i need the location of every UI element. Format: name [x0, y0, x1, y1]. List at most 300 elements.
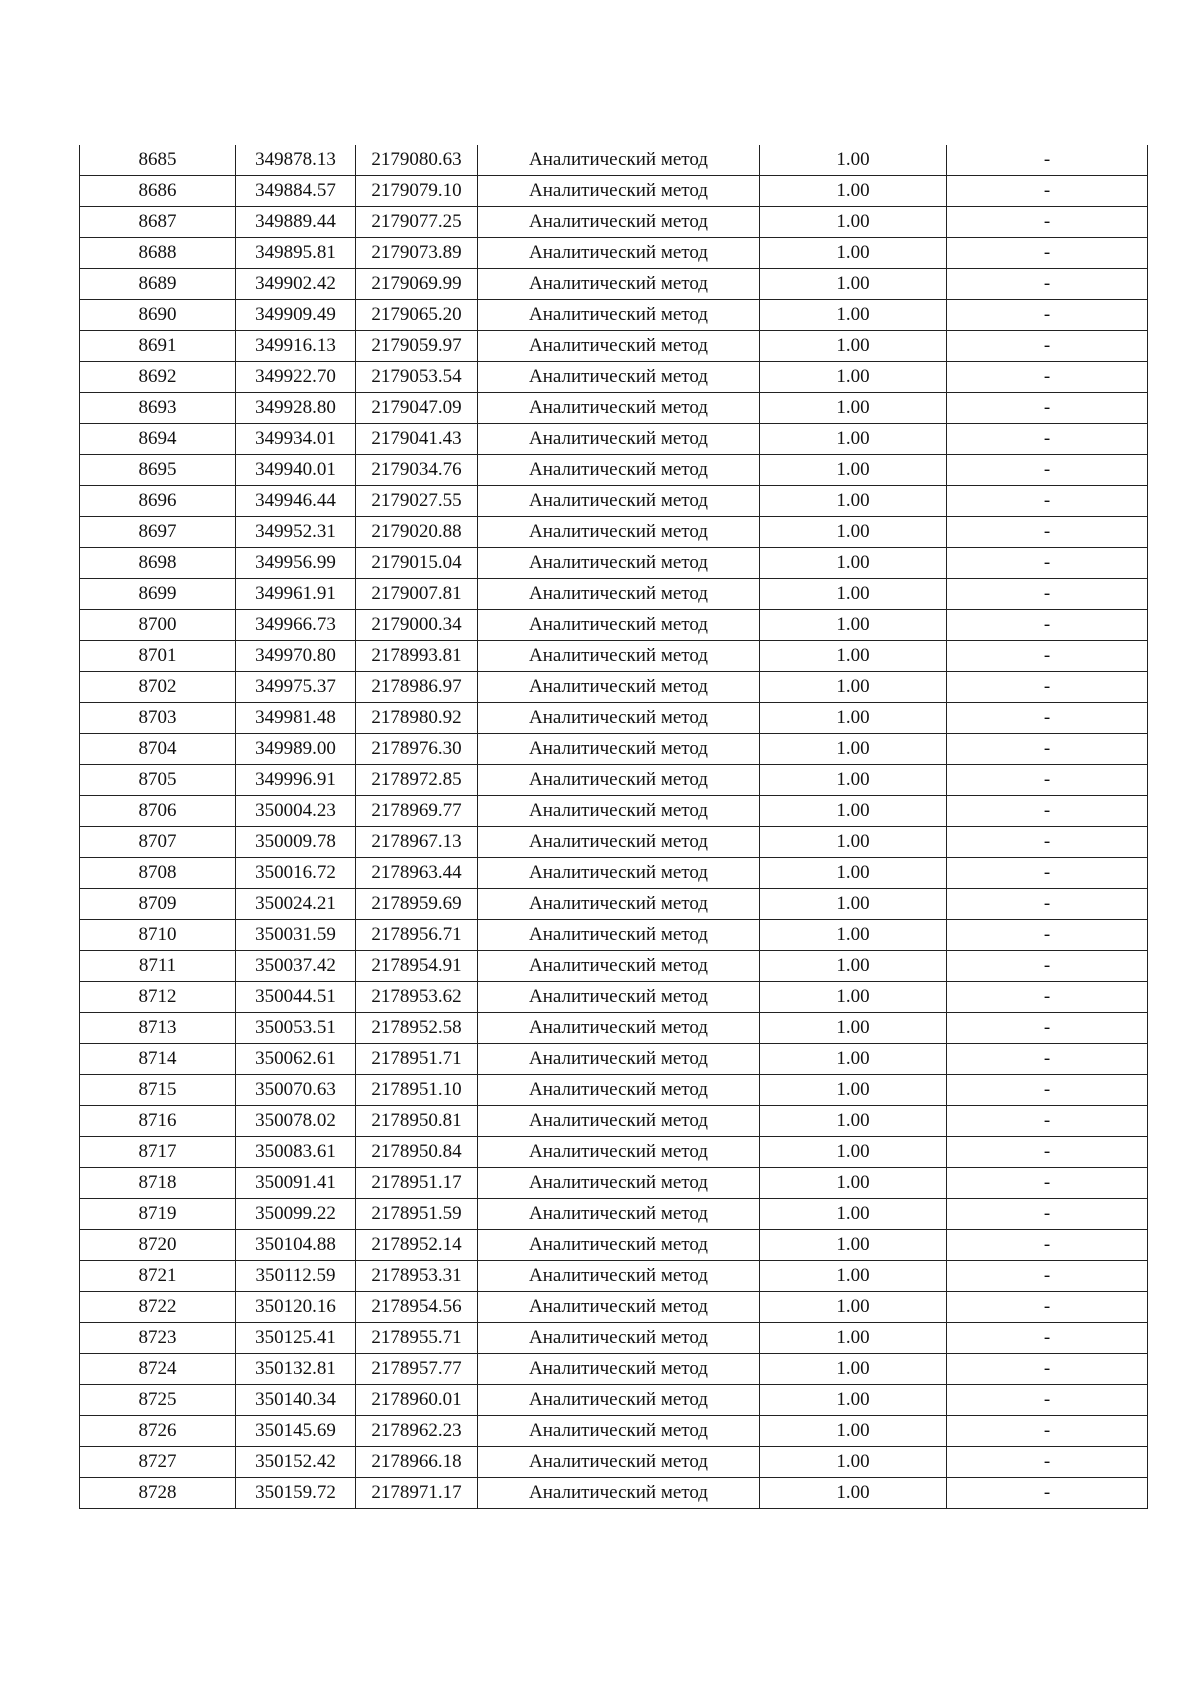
accuracy-cell: 1.00 [760, 827, 947, 858]
accuracy-cell: 1.00 [760, 951, 947, 982]
x-coordinate-cell: 350024.21 [236, 889, 356, 920]
method-cell: Аналитический метод [478, 1137, 760, 1168]
table-row [80, 331, 1148, 362]
x-coordinate-cell: 350152.42 [236, 1447, 356, 1478]
point-number-cell: 8710 [80, 920, 236, 951]
x-coordinate-cell: 349946.44 [236, 486, 356, 517]
table-row [80, 703, 1148, 734]
x-coordinate-cell: 350078.02 [236, 1106, 356, 1137]
x-coordinate-cell: 350091.41 [236, 1168, 356, 1199]
point-number-cell: 8714 [80, 1044, 236, 1075]
x-coordinate-cell: 350132.81 [236, 1354, 356, 1385]
point-number-cell: 8689 [80, 269, 236, 300]
y-coordinate-cell: 2178951.59 [356, 1199, 478, 1230]
note-cell: - [947, 1292, 1148, 1323]
point-number-cell: 8712 [80, 982, 236, 1013]
note-cell: - [947, 145, 1148, 176]
x-coordinate-cell: 349889.44 [236, 207, 356, 238]
table-row [80, 734, 1148, 765]
table-row [80, 300, 1148, 331]
accuracy-cell: 1.00 [760, 1354, 947, 1385]
note-cell: - [947, 734, 1148, 765]
method-cell: Аналитический метод [478, 331, 760, 362]
point-number-cell: 8695 [80, 455, 236, 486]
y-coordinate-cell: 2178956.71 [356, 920, 478, 951]
point-number-cell: 8728 [80, 1478, 236, 1509]
note-cell: - [947, 393, 1148, 424]
x-coordinate-cell: 350053.51 [236, 1013, 356, 1044]
x-coordinate-cell: 349934.01 [236, 424, 356, 455]
y-coordinate-cell: 2178950.84 [356, 1137, 478, 1168]
method-cell: Аналитический метод [478, 1478, 760, 1509]
x-coordinate-cell: 349970.80 [236, 641, 356, 672]
accuracy-cell: 1.00 [760, 796, 947, 827]
accuracy-cell: 1.00 [760, 1447, 947, 1478]
y-coordinate-cell: 2178952.14 [356, 1230, 478, 1261]
table-row [80, 362, 1148, 393]
point-number-cell: 8696 [80, 486, 236, 517]
method-cell: Аналитический метод [478, 672, 760, 703]
table-row [80, 1323, 1148, 1354]
accuracy-cell: 1.00 [760, 1044, 947, 1075]
accuracy-cell: 1.00 [760, 176, 947, 207]
y-coordinate-cell: 2178962.23 [356, 1416, 478, 1447]
x-coordinate-cell: 350044.51 [236, 982, 356, 1013]
accuracy-cell: 1.00 [760, 269, 947, 300]
x-coordinate-cell: 349961.91 [236, 579, 356, 610]
y-coordinate-cell: 2179027.55 [356, 486, 478, 517]
point-number-cell: 8691 [80, 331, 236, 362]
method-cell: Аналитический метод [478, 920, 760, 951]
accuracy-cell: 1.00 [760, 858, 947, 889]
accuracy-cell: 1.00 [760, 548, 947, 579]
note-cell: - [947, 641, 1148, 672]
y-coordinate-cell: 2178963.44 [356, 858, 478, 889]
x-coordinate-cell: 349878.13 [236, 145, 356, 176]
x-coordinate-cell: 349909.49 [236, 300, 356, 331]
x-coordinate-cell: 349895.81 [236, 238, 356, 269]
point-number-cell: 8698 [80, 548, 236, 579]
x-coordinate-cell: 350125.41 [236, 1323, 356, 1354]
method-cell: Аналитический метод [478, 1075, 760, 1106]
accuracy-cell: 1.00 [760, 145, 947, 176]
note-cell: - [947, 982, 1148, 1013]
note-cell: - [947, 1478, 1148, 1509]
table-row [80, 1292, 1148, 1323]
method-cell: Аналитический метод [478, 1447, 760, 1478]
table-row [80, 1137, 1148, 1168]
y-coordinate-cell: 2178993.81 [356, 641, 478, 672]
accuracy-cell: 1.00 [760, 207, 947, 238]
accuracy-cell: 1.00 [760, 486, 947, 517]
method-cell: Аналитический метод [478, 1199, 760, 1230]
method-cell: Аналитический метод [478, 1261, 760, 1292]
y-coordinate-cell: 2179000.34 [356, 610, 478, 641]
method-cell: Аналитический метод [478, 703, 760, 734]
x-coordinate-cell: 350159.72 [236, 1478, 356, 1509]
note-cell: - [947, 920, 1148, 951]
method-cell: Аналитический метод [478, 982, 760, 1013]
note-cell: - [947, 455, 1148, 486]
y-coordinate-cell: 2179080.63 [356, 145, 478, 176]
y-coordinate-cell: 2179079.10 [356, 176, 478, 207]
point-number-cell: 8704 [80, 734, 236, 765]
table-row [80, 1447, 1148, 1478]
method-cell: Аналитический метод [478, 300, 760, 331]
x-coordinate-cell: 349975.37 [236, 672, 356, 703]
table-row [80, 765, 1148, 796]
accuracy-cell: 1.00 [760, 1230, 947, 1261]
table-row [80, 796, 1148, 827]
table-row [80, 207, 1148, 238]
y-coordinate-cell: 2178976.30 [356, 734, 478, 765]
note-cell: - [947, 207, 1148, 238]
note-cell: - [947, 331, 1148, 362]
x-coordinate-cell: 350009.78 [236, 827, 356, 858]
point-number-cell: 8690 [80, 300, 236, 331]
accuracy-cell: 1.00 [760, 982, 947, 1013]
x-coordinate-cell: 350112.59 [236, 1261, 356, 1292]
note-cell: - [947, 579, 1148, 610]
table-row [80, 1478, 1148, 1509]
method-cell: Аналитический метод [478, 1013, 760, 1044]
note-cell: - [947, 176, 1148, 207]
accuracy-cell: 1.00 [760, 393, 947, 424]
table-row [80, 672, 1148, 703]
y-coordinate-cell: 2178957.77 [356, 1354, 478, 1385]
accuracy-cell: 1.00 [760, 1292, 947, 1323]
y-coordinate-cell: 2178954.91 [356, 951, 478, 982]
table-row [80, 889, 1148, 920]
y-coordinate-cell: 2178967.13 [356, 827, 478, 858]
x-coordinate-cell: 350016.72 [236, 858, 356, 889]
accuracy-cell: 1.00 [760, 610, 947, 641]
note-cell: - [947, 1230, 1148, 1261]
y-coordinate-cell: 2178952.58 [356, 1013, 478, 1044]
note-cell: - [947, 424, 1148, 455]
method-cell: Аналитический метод [478, 765, 760, 796]
point-number-cell: 8688 [80, 238, 236, 269]
method-cell: Аналитический метод [478, 269, 760, 300]
y-coordinate-cell: 2179007.81 [356, 579, 478, 610]
note-cell: - [947, 1044, 1148, 1075]
method-cell: Аналитический метод [478, 1106, 760, 1137]
method-cell: Аналитический метод [478, 486, 760, 517]
note-cell: - [947, 1354, 1148, 1385]
y-coordinate-cell: 2179053.54 [356, 362, 478, 393]
x-coordinate-cell: 349996.91 [236, 765, 356, 796]
table-row [80, 920, 1148, 951]
method-cell: Аналитический метод [478, 1168, 760, 1199]
point-number-cell: 8708 [80, 858, 236, 889]
x-coordinate-cell: 350099.22 [236, 1199, 356, 1230]
accuracy-cell: 1.00 [760, 1106, 947, 1137]
note-cell: - [947, 703, 1148, 734]
point-number-cell: 8719 [80, 1199, 236, 1230]
point-number-cell: 8720 [80, 1230, 236, 1261]
note-cell: - [947, 362, 1148, 393]
method-cell: Аналитический метод [478, 207, 760, 238]
x-coordinate-cell: 349884.57 [236, 176, 356, 207]
method-cell: Аналитический метод [478, 1230, 760, 1261]
method-cell: Аналитический метод [478, 951, 760, 982]
y-coordinate-cell: 2178951.17 [356, 1168, 478, 1199]
table-row [80, 517, 1148, 548]
y-coordinate-cell: 2179034.76 [356, 455, 478, 486]
point-number-cell: 8717 [80, 1137, 236, 1168]
note-cell: - [947, 858, 1148, 889]
x-coordinate-cell: 349916.13 [236, 331, 356, 362]
method-cell: Аналитический метод [478, 1385, 760, 1416]
note-cell: - [947, 1385, 1148, 1416]
table-row [80, 827, 1148, 858]
note-cell: - [947, 672, 1148, 703]
note-cell: - [947, 1075, 1148, 1106]
note-cell: - [947, 1416, 1148, 1447]
method-cell: Аналитический метод [478, 1292, 760, 1323]
note-cell: - [947, 610, 1148, 641]
x-coordinate-cell: 349981.48 [236, 703, 356, 734]
point-number-cell: 8687 [80, 207, 236, 238]
method-cell: Аналитический метод [478, 424, 760, 455]
accuracy-cell: 1.00 [760, 300, 947, 331]
accuracy-cell: 1.00 [760, 1137, 947, 1168]
note-cell: - [947, 486, 1148, 517]
accuracy-cell: 1.00 [760, 889, 947, 920]
note-cell: - [947, 548, 1148, 579]
x-coordinate-cell: 349989.00 [236, 734, 356, 765]
table-row [80, 641, 1148, 672]
y-coordinate-cell: 2178969.77 [356, 796, 478, 827]
accuracy-cell: 1.00 [760, 1168, 947, 1199]
table-row [80, 145, 1148, 176]
y-coordinate-cell: 2179020.88 [356, 517, 478, 548]
y-coordinate-cell: 2179073.89 [356, 238, 478, 269]
method-cell: Аналитический метод [478, 362, 760, 393]
y-coordinate-cell: 2178951.71 [356, 1044, 478, 1075]
point-number-cell: 8705 [80, 765, 236, 796]
y-coordinate-cell: 2178971.17 [356, 1478, 478, 1509]
x-coordinate-cell: 350070.63 [236, 1075, 356, 1106]
table-row [80, 486, 1148, 517]
y-coordinate-cell: 2178986.97 [356, 672, 478, 703]
point-number-cell: 8703 [80, 703, 236, 734]
x-coordinate-cell: 349928.80 [236, 393, 356, 424]
note-cell: - [947, 269, 1148, 300]
point-number-cell: 8699 [80, 579, 236, 610]
y-coordinate-cell: 2178972.85 [356, 765, 478, 796]
note-cell: - [947, 1199, 1148, 1230]
method-cell: Аналитический метод [478, 579, 760, 610]
table-row [80, 951, 1148, 982]
y-coordinate-cell: 2179077.25 [356, 207, 478, 238]
note-cell: - [947, 765, 1148, 796]
method-cell: Аналитический метод [478, 796, 760, 827]
y-coordinate-cell: 2179047.09 [356, 393, 478, 424]
method-cell: Аналитический метод [478, 176, 760, 207]
x-coordinate-cell: 350145.69 [236, 1416, 356, 1447]
table-row [80, 1075, 1148, 1106]
accuracy-cell: 1.00 [760, 455, 947, 486]
point-number-cell: 8697 [80, 517, 236, 548]
x-coordinate-cell: 349902.42 [236, 269, 356, 300]
note-cell: - [947, 1447, 1148, 1478]
table-row [80, 1199, 1148, 1230]
table-row [80, 238, 1148, 269]
note-cell: - [947, 1323, 1148, 1354]
note-cell: - [947, 951, 1148, 982]
method-cell: Аналитический метод [478, 548, 760, 579]
accuracy-cell: 1.00 [760, 703, 947, 734]
point-number-cell: 8722 [80, 1292, 236, 1323]
x-coordinate-cell: 349922.70 [236, 362, 356, 393]
method-cell: Аналитический метод [478, 1354, 760, 1385]
accuracy-cell: 1.00 [760, 331, 947, 362]
point-number-cell: 8694 [80, 424, 236, 455]
y-coordinate-cell: 2178950.81 [356, 1106, 478, 1137]
table-row [80, 1168, 1148, 1199]
method-cell: Аналитический метод [478, 393, 760, 424]
method-cell: Аналитический метод [478, 641, 760, 672]
accuracy-cell: 1.00 [760, 1323, 947, 1354]
point-number-cell: 8725 [80, 1385, 236, 1416]
point-number-cell: 8715 [80, 1075, 236, 1106]
note-cell: - [947, 1137, 1148, 1168]
method-cell: Аналитический метод [478, 455, 760, 486]
table-row [80, 858, 1148, 889]
x-coordinate-cell: 349940.01 [236, 455, 356, 486]
point-number-cell: 8711 [80, 951, 236, 982]
accuracy-cell: 1.00 [760, 362, 947, 393]
point-number-cell: 8685 [80, 145, 236, 176]
point-number-cell: 8701 [80, 641, 236, 672]
point-number-cell: 8716 [80, 1106, 236, 1137]
method-cell: Аналитический метод [478, 858, 760, 889]
y-coordinate-cell: 2178966.18 [356, 1447, 478, 1478]
method-cell: Аналитический метод [478, 238, 760, 269]
x-coordinate-cell: 350062.61 [236, 1044, 356, 1075]
table-row [80, 176, 1148, 207]
table-row [80, 269, 1148, 300]
accuracy-cell: 1.00 [760, 1478, 947, 1509]
table-row [80, 548, 1148, 579]
table-row [80, 1106, 1148, 1137]
y-coordinate-cell: 2179069.99 [356, 269, 478, 300]
note-cell: - [947, 300, 1148, 331]
accuracy-cell: 1.00 [760, 641, 947, 672]
point-number-cell: 8707 [80, 827, 236, 858]
point-number-cell: 8723 [80, 1323, 236, 1354]
table-row [80, 1230, 1148, 1261]
y-coordinate-cell: 2178980.92 [356, 703, 478, 734]
point-number-cell: 8727 [80, 1447, 236, 1478]
accuracy-cell: 1.00 [760, 1013, 947, 1044]
y-coordinate-cell: 2178953.31 [356, 1261, 478, 1292]
x-coordinate-cell: 350104.88 [236, 1230, 356, 1261]
table-row [80, 1354, 1148, 1385]
point-number-cell: 8693 [80, 393, 236, 424]
point-number-cell: 8702 [80, 672, 236, 703]
x-coordinate-cell: 350004.23 [236, 796, 356, 827]
point-number-cell: 8700 [80, 610, 236, 641]
note-cell: - [947, 1106, 1148, 1137]
note-cell: - [947, 517, 1148, 548]
point-number-cell: 8686 [80, 176, 236, 207]
point-number-cell: 8692 [80, 362, 236, 393]
method-cell: Аналитический метод [478, 517, 760, 548]
accuracy-cell: 1.00 [760, 1261, 947, 1292]
table-row [80, 393, 1148, 424]
table-row [80, 1013, 1148, 1044]
y-coordinate-cell: 2178951.10 [356, 1075, 478, 1106]
accuracy-cell: 1.00 [760, 424, 947, 455]
accuracy-cell: 1.00 [760, 579, 947, 610]
method-cell: Аналитический метод [478, 827, 760, 858]
point-number-cell: 8709 [80, 889, 236, 920]
x-coordinate-cell: 350083.61 [236, 1137, 356, 1168]
accuracy-cell: 1.00 [760, 1075, 947, 1106]
x-coordinate-cell: 350140.34 [236, 1385, 356, 1416]
table-row [80, 1044, 1148, 1075]
x-coordinate-cell: 350120.16 [236, 1292, 356, 1323]
y-coordinate-cell: 2179041.43 [356, 424, 478, 455]
point-number-cell: 8718 [80, 1168, 236, 1199]
method-cell: Аналитический метод [478, 610, 760, 641]
table-row [80, 610, 1148, 641]
x-coordinate-cell: 349952.31 [236, 517, 356, 548]
accuracy-cell: 1.00 [760, 920, 947, 951]
point-number-cell: 8726 [80, 1416, 236, 1447]
accuracy-cell: 1.00 [760, 734, 947, 765]
method-cell: Аналитический метод [478, 1323, 760, 1354]
note-cell: - [947, 1013, 1148, 1044]
point-number-cell: 8706 [80, 796, 236, 827]
note-cell: - [947, 1168, 1148, 1199]
accuracy-cell: 1.00 [760, 517, 947, 548]
point-number-cell: 8721 [80, 1261, 236, 1292]
y-coordinate-cell: 2178959.69 [356, 889, 478, 920]
coordinates-table [79, 145, 1148, 1509]
note-cell: - [947, 238, 1148, 269]
accuracy-cell: 1.00 [760, 1385, 947, 1416]
point-number-cell: 8713 [80, 1013, 236, 1044]
y-coordinate-cell: 2179059.97 [356, 331, 478, 362]
method-cell: Аналитический метод [478, 1044, 760, 1075]
point-number-cell: 8724 [80, 1354, 236, 1385]
accuracy-cell: 1.00 [760, 672, 947, 703]
x-coordinate-cell: 350037.42 [236, 951, 356, 982]
table-row [80, 579, 1148, 610]
note-cell: - [947, 889, 1148, 920]
y-coordinate-cell: 2179015.04 [356, 548, 478, 579]
note-cell: - [947, 1261, 1148, 1292]
table-row [80, 424, 1148, 455]
accuracy-cell: 1.00 [760, 1416, 947, 1447]
x-coordinate-cell: 350031.59 [236, 920, 356, 951]
y-coordinate-cell: 2178953.62 [356, 982, 478, 1013]
method-cell: Аналитический метод [478, 889, 760, 920]
table-row [80, 1385, 1148, 1416]
method-cell: Аналитический метод [478, 145, 760, 176]
x-coordinate-cell: 349966.73 [236, 610, 356, 641]
table-row [80, 455, 1148, 486]
coordinates-table-body [80, 145, 1148, 1509]
method-cell: Аналитический метод [478, 734, 760, 765]
x-coordinate-cell: 349956.99 [236, 548, 356, 579]
table-row [80, 982, 1148, 1013]
method-cell: Аналитический метод [478, 1416, 760, 1447]
accuracy-cell: 1.00 [760, 765, 947, 796]
